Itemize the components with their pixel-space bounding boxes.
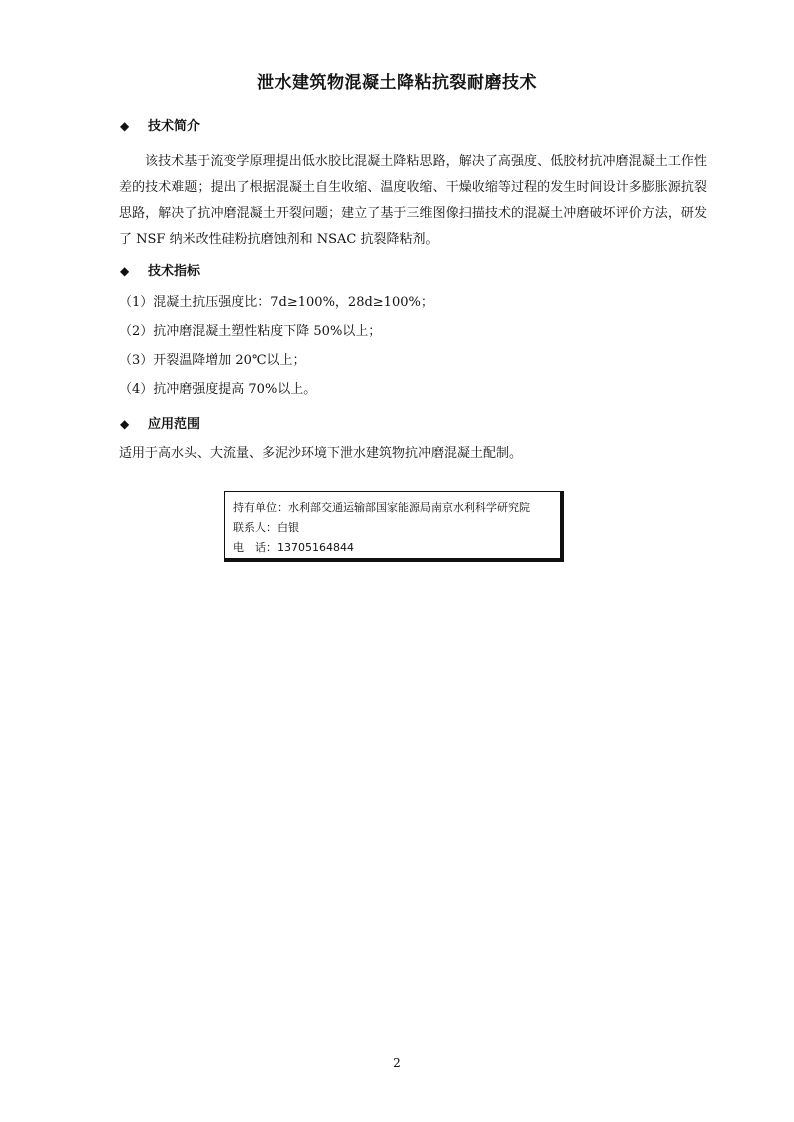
indicator-item: （3）开裂温降增加 20℃以上； <box>119 353 306 368</box>
section-heading-text: 技术简介 <box>148 119 201 134</box>
contact-phone: 电 话：13705164844 <box>233 541 354 554</box>
document-title: 泄水建筑物混凝土降粘抗裂耐磨技术 <box>257 73 537 93</box>
diamond-bullet-icon: ◆ <box>120 119 130 133</box>
intro-paragraph: 该技术基于流变学原理提出低水胶比混凝土降粘思路，解决了高强度、低胶材抗冲磨混凝土工作性差的技术难题；提出了根据混凝土自生收缩、温度收缩、干燥收缩等过程的发生时间设计多膨胀源抗裂思路，解决了抗冲磨混凝土开裂问题；建立了基于三维图像扫描技术的混凝土冲磨破坏评价方法，研发了 NSF 纳米改性硅粉抗磨蚀剂和 NSAC 抗裂降粘剂。 <box>119 154 707 247</box>
page-number: 2 <box>393 1056 401 1070</box>
indicator-item: （4）抗冲磨强度提高 70%以上。 <box>119 382 317 397</box>
contact-holder: 持有单位：水利部交通运输部国家能源局南京水利科学研究院 <box>233 501 530 514</box>
scope-paragraph: 适用于高水头、大流量、多泥沙环境下泄水建筑物抗冲磨混凝土配制。 <box>119 446 523 461</box>
contact-person: 联系人：白银 <box>233 521 299 534</box>
contact-box <box>224 491 564 562</box>
diamond-bullet-icon: ◆ <box>120 417 130 431</box>
section-heading-text: 技术指标 <box>148 264 201 279</box>
section-heading-scope <box>120 414 200 434</box>
section-heading-text: 应用范围 <box>148 417 201 432</box>
diamond-bullet-icon: ◆ <box>120 264 130 278</box>
indicator-item: （2）抗冲磨混凝土塑性粘度下降 50%以上； <box>119 324 382 339</box>
indicator-list <box>119 288 707 404</box>
section-heading-indicators <box>120 261 200 281</box>
indicator-item: （1）混凝土抗压强度比：7d≥100%，28d≥100%； <box>119 295 434 310</box>
section-heading-intro <box>120 116 200 136</box>
